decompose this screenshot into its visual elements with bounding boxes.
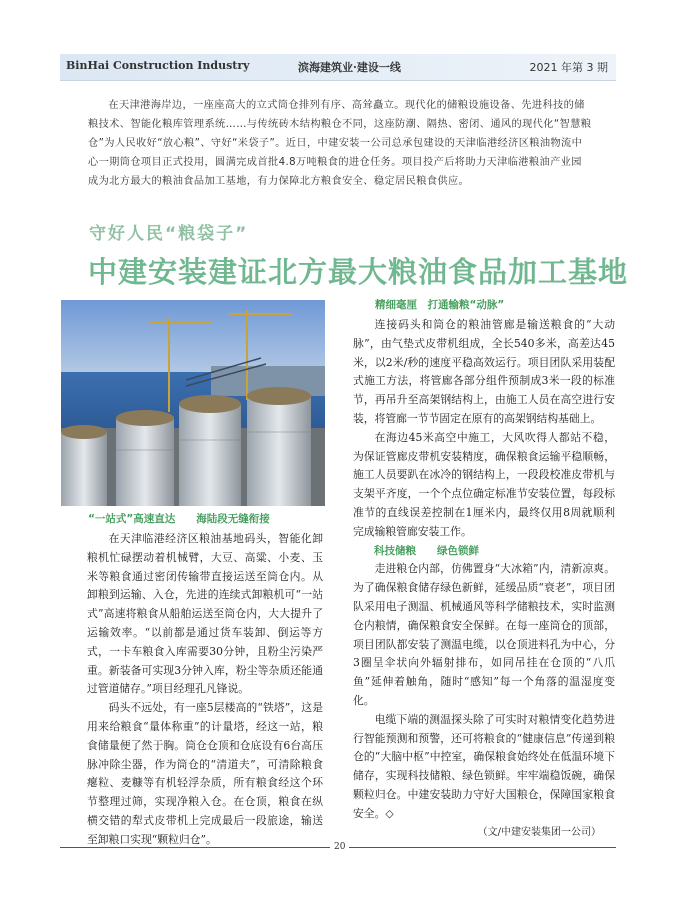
right-paragraph-4: 电缆下端的测温探头除了可实时对粮情变化趋势进行智能预测和预警，还可将粮食的“健康信息”传递到粮仓的“大脑中枢”中控室，确保粮食始终处在低温环境下储存，实现科技储粮、绿色锁鲜。牢牢端稳饭碗，确保颗粒归仓。中建安装助力守好大国粮仓，保障国家粮食安全。◇ — [353, 712, 615, 820]
section-heading-2: 科技储粮 绿色锁鲜 — [374, 544, 479, 557]
photo-caption: “一站式”高速直达 海陆段无缝衔接 — [88, 513, 270, 525]
page-header — [60, 54, 616, 81]
column-name: 滨海建筑业·建设一线 — [298, 61, 401, 74]
intro-paragraph: 在天津港海岸边，一座座高大的立式筒仓排列有序、高耸矗立。现代化的储粮设施设备、先进科技的储粮技术、智能化粮库管理系统……与传统砖木结构粮仓不同，这座防潮、隔热、密闭、通风的现代化“智慧粮仓”为人民收好“放心粮”、守好“米袋子”。近日，中建安装一公司总承包建设的天津临港经济区粮油物流中心一期筒仓项目正式投用，圆满完成首批4.8万吨粮食的进仓任务。项目投产后将助力天津临港粮油产业园成为北方最大的粮油食品加工基地，有力保障北方粮食安全、稳定居民粮食供应。 — [88, 100, 592, 187]
right-column — [353, 316, 615, 842]
section-heading-1: 精细毫厘 打通输粮“动脉” — [375, 299, 505, 311]
left-paragraph-1: 在天津临港经济区粮油基地码头，智能化卸粮机忙碌摆动着机械臂，大豆、高粱、小麦、玉米等粮食通过密闭传输带直接运送至筒仓内。从卸粮到运输、入仓，先进的连续式卸粮机可“一站式”高速将粮食从船舶运送至筒仓内，大大提升了运输效率。“以前都是通过货车装卸、倒运等方式，一卡车粮食入库需要30分钟，且粉尘污染严重。新装备可实现3分钟入库，粉尘等杂质还能通过管道储存。”项目经理孔凡锋说。 — [87, 532, 323, 696]
issue-label: 2021 年第 3 期 — [529, 61, 608, 74]
right-paragraph-2: 在海边45米高空中施工，大风吹得人都站不稳，为保证管廊皮带机安装精度，确保粮食运输平稳顺畅，施工人员要趴在冰冷的钢结构上，一段段校准皮带机与支架平齐度，一个个点位确定标准节安装位置，每段标准节的直线误差控制在1厘米内，最终仅用8周就顺利完成输粮管廊安装工作。 — [353, 430, 615, 538]
magazine-name: BinHai Construction Industry — [66, 59, 250, 72]
article-source: （文/中建安装集团一公司） — [477, 826, 601, 838]
article-title: 中建安装建证北方最大粮油食品加工基地 — [88, 255, 629, 289]
left-paragraph-2: 码头不远处，有一座5层楼高的“铁塔”，这是用来给粮食“量体称重”的计量塔，经这一站，粮食储量便了然于胸。筒仓仓顶和仓底设有6台高压脉冲除尘器，作为筒仓的“清道夫”，可清除粮食瘪粒、麦糠等有机轻浮杂质，所有粮食经这个环节整理过筛，实现净粮入仓。在仓顶，粮食在纵横交错的犁式皮带机上完成最后一段旅途，输送至卸粮口实现“颗粒归仓”。 — [87, 701, 323, 846]
article-subtitle: 守好人民“粮袋子” — [89, 224, 249, 244]
left-column — [87, 530, 323, 850]
page-number: 20 — [330, 842, 349, 852]
silo-photo — [61, 300, 325, 506]
right-paragraph-3: 走进粮仓内部，仿佛置身“大冰箱”内，清新凉爽。为了确保粮食储存绿色新鲜，延缓品质“衰老”，项目团队采用电子测温、机械通风等科学储粮技术，实时监测仓内粮情，确保粮食安全保鲜。在每一座筒仓的顶部，项目团队都安装了测温电缆，以仓顶进料孔为中心，分3圈呈伞状向外辐射排布，如同吊挂在仓顶的“八爪鱼”延伸着触角，随时“感知”每一个角落的温湿度变化。 — [353, 562, 615, 707]
right-paragraph-1: 连接码头和筒仓的粮油管廊是输送粮食的“大动脉”，由气垫式皮带机组成，全长540多米，高差达45米，以2米/秒的速度平稳高效运行。项目团队采用装配式施工方法，将管廊各部分组件预制成3米一段的标准节，再吊升至高架钢结构上，由施工人员在高空进行安装，将管廊一节节固定在原有的高架钢结构基础上。 — [353, 318, 615, 425]
